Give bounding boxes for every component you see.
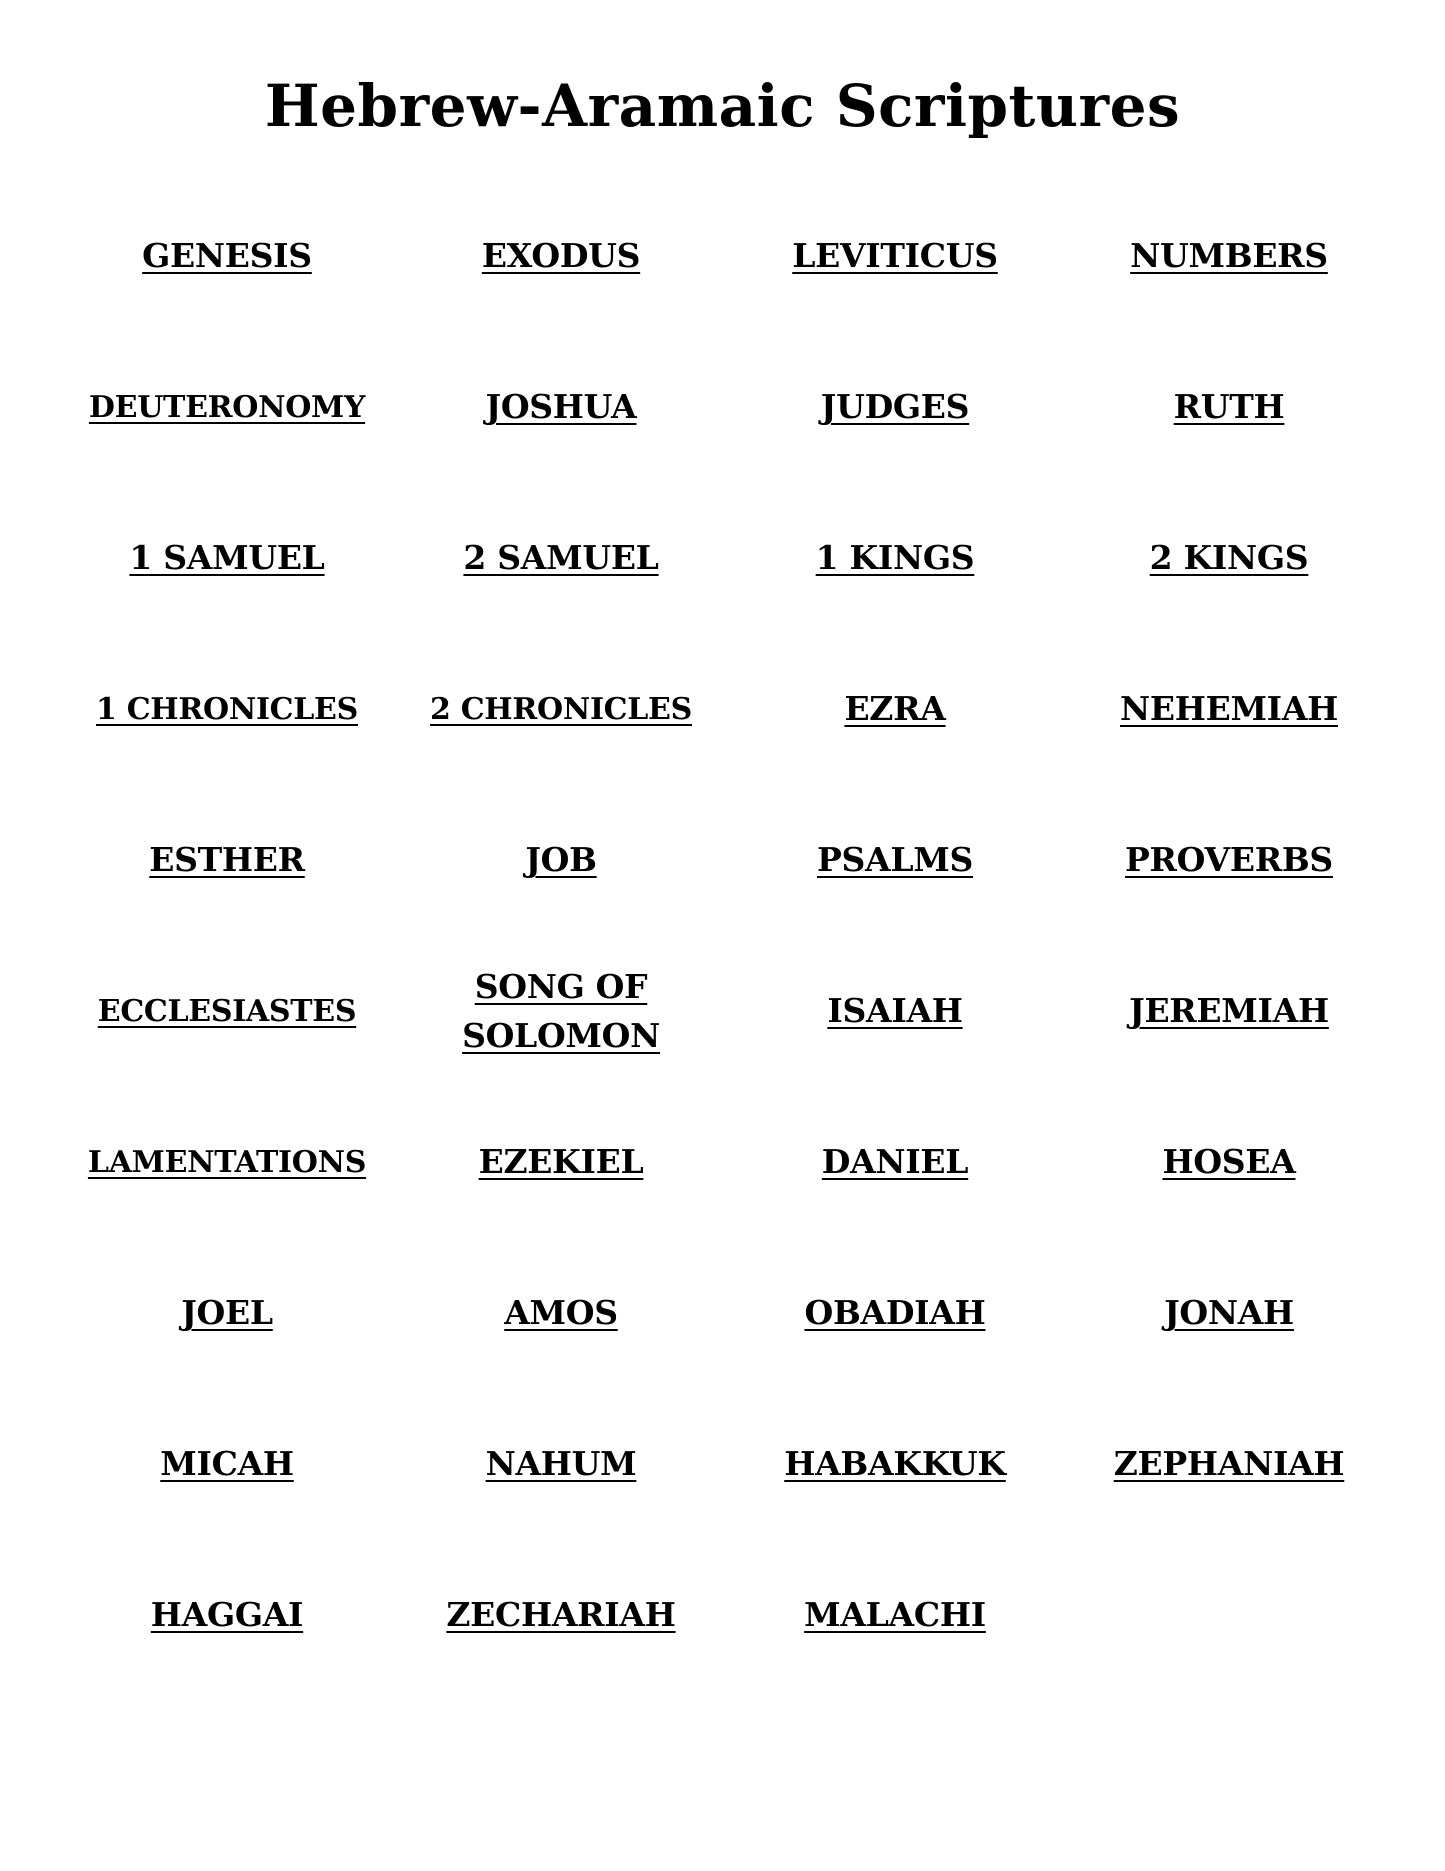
book-link-malachi[interactable]: MALACHI <box>804 1595 986 1635</box>
book-cell <box>60 1404 394 1524</box>
book-link-obadiah[interactable]: OBADIAH <box>804 1293 986 1333</box>
book-cell <box>728 800 1062 920</box>
book-cell <box>394 498 728 618</box>
book-link-nahum[interactable]: NAHUM <box>485 1444 637 1484</box>
book-link-jonah[interactable]: JONAH <box>1164 1293 1294 1333</box>
book-cell <box>1062 1102 1396 1222</box>
book-link-ezekiel[interactable]: EZEKIEL <box>478 1142 644 1182</box>
book-link-micah[interactable]: MICAH <box>160 1444 294 1484</box>
book-cell <box>60 347 394 467</box>
book-cell <box>728 1102 1062 1222</box>
book-link-song-of-solomon[interactable]: SONG OF SOLOMON <box>462 966 660 1055</box>
book-link-zechariah[interactable]: ZECHARIAH <box>446 1595 676 1635</box>
book-link-lamentations[interactable]: LAMENTATIONS <box>87 1144 367 1180</box>
book-link-leviticus[interactable]: LEVITICUS <box>792 236 998 276</box>
book-link-haggai[interactable]: HAGGAI <box>150 1595 304 1635</box>
book-cell <box>60 196 394 316</box>
book-cell <box>728 1404 1062 1524</box>
book-link-1-kings[interactable]: 1 KINGS <box>815 538 975 578</box>
book-link-habakkuk[interactable]: HABAKKUK <box>784 1444 1006 1484</box>
book-cell <box>728 1555 1062 1675</box>
book-cell <box>728 196 1062 316</box>
book-cell <box>1062 196 1396 316</box>
book-cell <box>728 649 1062 769</box>
book-cell <box>1062 347 1396 467</box>
book-cell <box>728 951 1062 1071</box>
book-cell <box>728 498 1062 618</box>
book-link-psalms[interactable]: PSALMS <box>816 840 973 880</box>
book-link-isaiah[interactable]: ISAIAH <box>827 991 963 1031</box>
book-cell <box>728 1253 1062 1373</box>
book-cell <box>394 800 728 920</box>
book-link-ezra[interactable]: EZRA <box>844 689 946 729</box>
book-link-genesis[interactable]: GENESIS <box>142 236 312 276</box>
book-link-amos[interactable]: AMOS <box>504 1293 618 1333</box>
book-link-2-kings[interactable]: 2 KINGS <box>1149 538 1309 578</box>
book-link-2-chronicles[interactable]: 2 CHRONICLES <box>430 691 692 727</box>
book-cell <box>1062 800 1396 920</box>
book-link-job[interactable]: JOB <box>525 840 597 880</box>
book-cell <box>394 1404 728 1524</box>
book-link-ruth[interactable]: RUTH <box>1173 387 1285 427</box>
book-link-ecclesiastes[interactable]: ECCLESIASTES <box>97 993 357 1029</box>
book-cell <box>394 196 728 316</box>
book-link-joshua[interactable]: JOSHUA <box>485 387 637 427</box>
book-link-nehemiah[interactable]: NEHEMIAH <box>1120 689 1338 729</box>
book-cell <box>60 1555 394 1675</box>
book-cell <box>1062 498 1396 618</box>
book-cell <box>60 649 394 769</box>
book-link-zephaniah[interactable]: ZEPHANIAH <box>1113 1444 1345 1484</box>
book-link-judges[interactable]: JUDGES <box>820 387 970 427</box>
book-grid <box>60 196 1396 1706</box>
book-cell <box>394 649 728 769</box>
book-link-daniel[interactable]: DANIEL <box>821 1142 969 1182</box>
book-cell <box>394 1555 728 1675</box>
book-link-deuteronomy[interactable]: DEUTERONOMY <box>88 389 366 425</box>
book-cell <box>60 498 394 618</box>
book-link-hosea[interactable]: HOSEA <box>1162 1142 1296 1182</box>
book-cell <box>728 347 1062 467</box>
book-cell <box>394 1102 728 1222</box>
book-cell <box>1062 951 1396 1071</box>
book-cell <box>1062 1404 1396 1524</box>
book-cell <box>1062 1253 1396 1373</box>
book-link-exodus[interactable]: EXODUS <box>481 236 641 276</box>
book-cell <box>394 1253 728 1373</box>
book-link-1-chronicles[interactable]: 1 CHRONICLES <box>96 691 358 727</box>
book-link-1-samuel[interactable]: 1 SAMUEL <box>129 538 325 578</box>
book-link-jeremiah[interactable]: JEREMIAH <box>1129 991 1329 1031</box>
page-title: Hebrew-Aramaic Scriptures <box>264 72 1181 140</box>
book-cell <box>60 951 394 1071</box>
book-cell <box>60 1102 394 1222</box>
book-link-joel[interactable]: JOEL <box>181 1293 273 1333</box>
book-cell <box>1062 649 1396 769</box>
book-cell <box>394 347 728 467</box>
book-link-esther[interactable]: ESTHER <box>149 840 305 880</box>
book-link-proverbs[interactable]: PROVERBS <box>1125 840 1333 880</box>
book-link-numbers[interactable]: NUMBERS <box>1130 236 1328 276</box>
book-link-2-samuel[interactable]: 2 SAMUEL <box>463 538 659 578</box>
book-cell <box>394 951 728 1071</box>
book-cell <box>60 800 394 920</box>
book-cell <box>60 1253 394 1373</box>
